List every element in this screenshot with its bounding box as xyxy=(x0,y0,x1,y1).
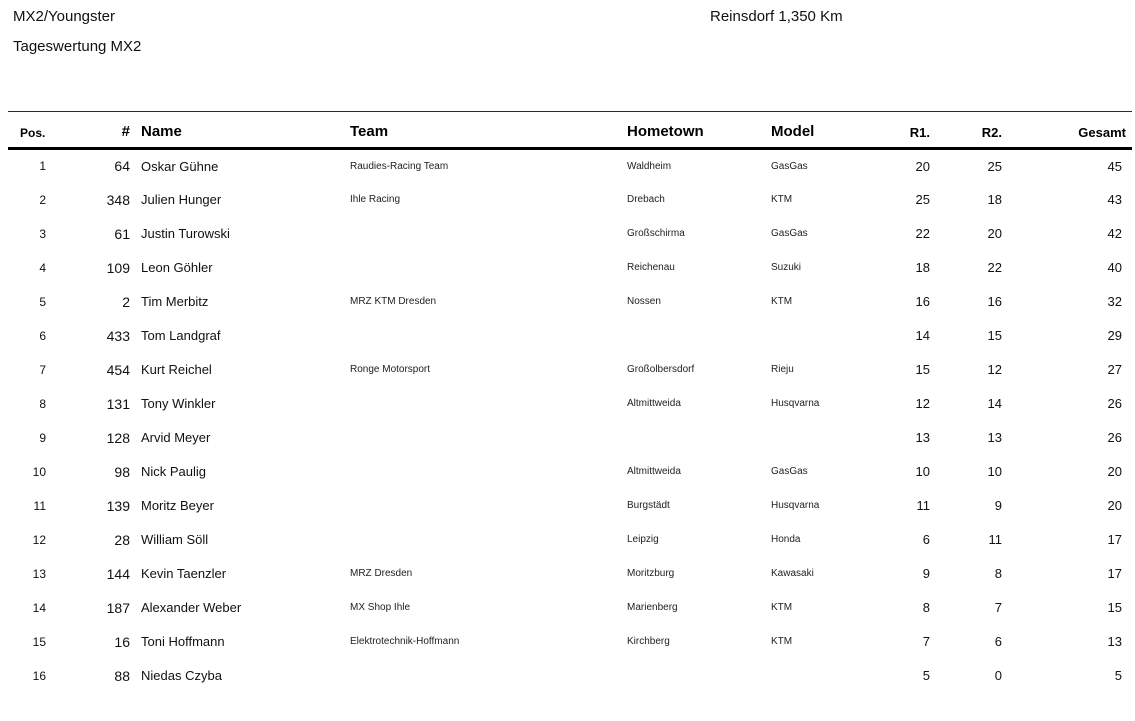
name-cell: Nick Paulig xyxy=(141,464,207,479)
r2-cell: 22 xyxy=(987,260,1002,275)
table-row xyxy=(8,557,1132,591)
results-table-header xyxy=(8,112,1132,149)
column-header-name: Name xyxy=(136,112,346,149)
table-row xyxy=(8,523,1132,557)
r1-cell: 5 xyxy=(922,668,930,683)
number-cell: 2 xyxy=(122,293,130,310)
r2-cell: 8 xyxy=(994,566,1002,581)
r2-cell: 13 xyxy=(987,430,1002,445)
team-cell xyxy=(346,659,622,693)
table-row xyxy=(8,659,1132,693)
column-header-model: Model xyxy=(766,112,888,149)
name-cell: Tony Winkler xyxy=(141,396,216,411)
hometown-cell: Reichenau xyxy=(627,262,675,273)
team-cell: Elektrotechnik-Hoffmann xyxy=(350,636,460,647)
name-cell: Moritz Beyer xyxy=(141,498,214,513)
name-cell: Justin Turowski xyxy=(141,226,230,241)
team-cell xyxy=(346,455,622,489)
total-cell: 26 xyxy=(1107,430,1122,445)
r2-cell: 25 xyxy=(987,158,1002,174)
hometown-cell: Großolbersdorf xyxy=(627,364,695,375)
r2-cell: 11 xyxy=(988,532,1002,547)
number-cell: 144 xyxy=(106,565,130,582)
team-cell xyxy=(346,319,622,353)
name-cell: William Söll xyxy=(141,532,209,547)
hometown-cell: Moritzburg xyxy=(627,568,675,579)
r1-cell: 13 xyxy=(915,430,930,445)
model-cell: GasGas xyxy=(771,228,808,239)
column-header-gesamt: Gesamt xyxy=(1010,112,1132,149)
name-cell: Toni Hoffmann xyxy=(141,634,225,649)
table-row xyxy=(8,591,1132,625)
column-header-r1: R1. xyxy=(888,112,938,149)
table-row xyxy=(8,251,1132,285)
r2-cell: 10 xyxy=(987,464,1002,479)
name-cell: Arvid Meyer xyxy=(141,430,211,445)
hometown-cell: Altmittweida xyxy=(627,466,681,477)
number-cell: 16 xyxy=(114,633,130,650)
name-cell: Leon Göhler xyxy=(141,260,213,275)
table-row xyxy=(8,421,1132,455)
number-cell: 454 xyxy=(106,361,130,378)
model-cell: KTM xyxy=(771,636,793,647)
r1-cell: 18 xyxy=(915,260,930,275)
number-cell: 433 xyxy=(106,327,130,344)
r1-cell: 20 xyxy=(915,158,930,174)
pos-cell: 8 xyxy=(39,396,46,411)
total-cell: 13 xyxy=(1107,634,1122,649)
hometown-cell: Altmittweida xyxy=(627,398,681,409)
name-cell: Alexander Weber xyxy=(141,600,242,615)
pos-cell: 1 xyxy=(39,159,46,174)
model-cell: KTM xyxy=(771,296,793,307)
hometown-cell: Drebach xyxy=(627,194,665,205)
number-cell: 64 xyxy=(114,158,130,175)
table-row xyxy=(8,285,1132,319)
model-cell: GasGas xyxy=(771,466,808,477)
number-cell: 187 xyxy=(106,599,130,616)
pos-cell: 16 xyxy=(32,668,46,683)
r1-cell: 8 xyxy=(922,600,930,615)
team-cell: MRZ KTM Dresden xyxy=(350,296,437,307)
r1-cell: 14 xyxy=(915,328,930,343)
model-cell xyxy=(766,659,888,693)
team-cell xyxy=(346,421,622,455)
pos-cell: 6 xyxy=(39,328,46,343)
model-cell: Suzuki xyxy=(771,262,802,273)
r2-cell: 6 xyxy=(994,634,1002,649)
r2-cell: 15 xyxy=(987,328,1002,343)
name-cell: Kevin Taenzler xyxy=(141,566,227,581)
number-cell: 88 xyxy=(114,667,130,684)
table-row xyxy=(8,217,1132,251)
name-cell: Niedas Czyba xyxy=(141,668,222,683)
pos-cell: 3 xyxy=(39,226,46,241)
r2-cell: 16 xyxy=(987,294,1002,309)
r2-cell: 14 xyxy=(987,396,1002,411)
total-cell: 45 xyxy=(1107,158,1122,174)
model-cell: Kawasaki xyxy=(771,568,814,579)
page-subtitle: Tageswertung MX2 xyxy=(13,38,142,55)
total-cell: 17 xyxy=(1107,532,1122,547)
team-cell xyxy=(346,217,622,251)
hometown-cell xyxy=(622,319,766,353)
table-row xyxy=(8,353,1132,387)
number-cell: 131 xyxy=(106,395,130,412)
number-cell: 28 xyxy=(114,531,130,548)
results-table-body xyxy=(8,149,1132,693)
r2-cell: 0 xyxy=(994,668,1002,683)
r2-cell: 12 xyxy=(987,362,1002,377)
name-cell: Tim Merbitz xyxy=(141,294,209,309)
total-cell: 27 xyxy=(1107,362,1122,377)
pos-cell: 15 xyxy=(32,634,46,649)
total-cell: 42 xyxy=(1107,226,1122,241)
team-cell: Ronge Motorsport xyxy=(350,364,431,375)
table-row xyxy=(8,455,1132,489)
table-row xyxy=(8,149,1132,183)
model-cell: KTM xyxy=(771,602,793,613)
table-row xyxy=(8,387,1132,421)
pos-cell: 2 xyxy=(39,192,46,207)
column-header-pos: Pos. xyxy=(8,112,56,149)
r2-cell: 9 xyxy=(994,498,1002,513)
total-cell: 15 xyxy=(1107,600,1122,615)
team-cell xyxy=(346,251,622,285)
hometown-cell xyxy=(622,659,766,693)
r1-cell: 9 xyxy=(922,566,930,581)
total-cell: 29 xyxy=(1107,328,1122,343)
name-cell: Kurt Reichel xyxy=(141,362,212,377)
team-cell: MRZ Dresden xyxy=(350,568,413,579)
model-cell: Honda xyxy=(771,534,801,545)
hometown-cell: Kirchberg xyxy=(627,636,670,647)
total-cell: 17 xyxy=(1107,566,1122,581)
table-row xyxy=(8,625,1132,659)
r2-cell: 20 xyxy=(987,226,1002,241)
model-cell xyxy=(766,421,888,455)
model-cell xyxy=(766,319,888,353)
pos-cell: 11 xyxy=(33,498,46,513)
name-cell: Tom Landgraf xyxy=(141,328,221,343)
total-cell: 20 xyxy=(1107,498,1122,513)
hometown-cell: Leipzig xyxy=(627,534,659,545)
model-cell: KTM xyxy=(771,194,793,205)
column-header-team: Team xyxy=(346,112,622,149)
r1-cell: 10 xyxy=(915,464,930,479)
team-cell: Ihle Racing xyxy=(350,194,401,205)
r1-cell: 11 xyxy=(916,498,930,513)
pos-cell: 9 xyxy=(39,430,46,445)
pos-cell: 4 xyxy=(39,260,46,275)
pos-cell: 14 xyxy=(32,600,46,615)
hometown-cell: Waldheim xyxy=(627,160,672,172)
header-row xyxy=(8,112,1132,149)
model-cell: GasGas xyxy=(771,160,808,172)
team-cell xyxy=(346,489,622,523)
total-cell: 32 xyxy=(1107,294,1122,309)
table-row xyxy=(8,183,1132,217)
total-cell: 20 xyxy=(1107,464,1122,479)
name-cell: Julien Hunger xyxy=(141,192,222,207)
number-cell: 348 xyxy=(106,191,130,208)
number-cell: 109 xyxy=(106,259,130,276)
table-row xyxy=(8,319,1132,353)
number-cell: 139 xyxy=(106,497,130,514)
hometown-cell: Nossen xyxy=(627,296,661,307)
hometown-cell: Marienberg xyxy=(627,602,678,613)
team-cell: Raudies-Racing Team xyxy=(350,160,449,172)
name-cell: Oskar Gühne xyxy=(141,158,219,174)
r1-cell: 7 xyxy=(922,634,930,649)
r1-cell: 16 xyxy=(915,294,930,309)
r1-cell: 15 xyxy=(915,362,930,377)
total-cell: 5 xyxy=(1114,668,1122,683)
table-row xyxy=(8,489,1132,523)
total-cell: 43 xyxy=(1107,192,1122,207)
r2-cell: 18 xyxy=(987,192,1002,207)
pos-cell: 13 xyxy=(32,566,46,581)
number-cell: 128 xyxy=(106,429,130,446)
column-header-number: # xyxy=(56,112,136,149)
model-cell: Rieju xyxy=(771,364,794,375)
hometown-cell: Großschirma xyxy=(627,228,685,239)
team-cell xyxy=(346,523,622,557)
hometown-cell xyxy=(622,421,766,455)
model-cell: Husqvarna xyxy=(771,398,820,409)
r1-cell: 12 xyxy=(915,396,930,411)
results-table xyxy=(8,111,1132,693)
r1-cell: 25 xyxy=(915,192,930,207)
team-cell: MX Shop Ihle xyxy=(350,602,411,613)
column-header-r2: R2. xyxy=(938,112,1010,149)
pos-cell: 12 xyxy=(32,532,46,547)
r1-cell: 6 xyxy=(922,532,930,547)
number-cell: 98 xyxy=(114,463,130,480)
total-cell: 40 xyxy=(1107,260,1122,275)
r1-cell: 22 xyxy=(915,226,930,241)
pos-cell: 5 xyxy=(39,294,46,309)
event-location: Reinsdorf 1,350 Km xyxy=(710,8,843,25)
hometown-cell: Burgstädt xyxy=(627,500,670,511)
pos-cell: 10 xyxy=(32,464,46,479)
number-cell: 61 xyxy=(114,225,130,242)
column-header-hometown: Hometown xyxy=(622,112,766,149)
total-cell: 26 xyxy=(1107,396,1122,411)
pos-cell: 7 xyxy=(39,362,46,377)
class-title: MX2/Youngster xyxy=(13,8,116,25)
r2-cell: 7 xyxy=(994,600,1002,615)
team-cell xyxy=(346,387,622,421)
model-cell: Husqvarna xyxy=(771,500,820,511)
